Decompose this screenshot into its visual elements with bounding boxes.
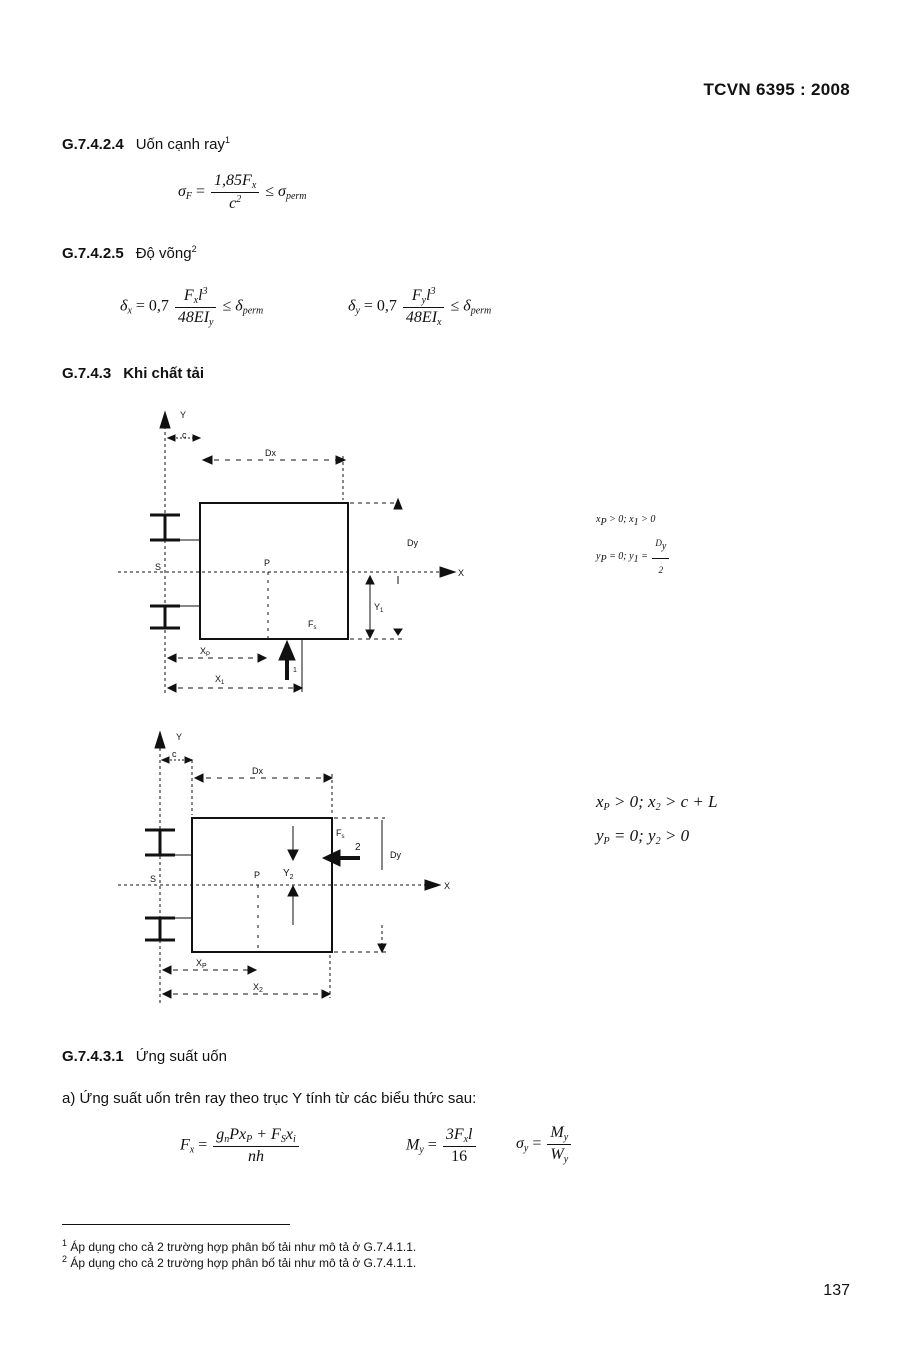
formula-lhs: δ bbox=[348, 297, 356, 315]
fraction-denominator: 48EI bbox=[177, 309, 210, 326]
diagram1-y1-label: $Y_1$ bbox=[374, 602, 384, 614]
footnote-1: $^1$ Áp dụng cho cả 2 trường hợp phân bố tải như mô tả ở G.7.4.1.1. bbox=[62, 1238, 417, 1254]
formula-fraction: $\frac{3F_xl}{16}$ bbox=[443, 1126, 476, 1166]
diagram1-y-label: Y bbox=[180, 410, 187, 420]
diagram1-dx-label: Dx bbox=[265, 448, 276, 458]
formula-coefficient: = 0,7 bbox=[135, 297, 169, 315]
formula-rhs-sub: perm bbox=[242, 305, 264, 317]
footnote-2: $^2$ Áp dụng cho cả 2 trường hợp phân bố tải như mô tả ở G.7.4.1.1. bbox=[62, 1254, 417, 1270]
numerator-sub: y bbox=[421, 295, 427, 306]
numerator-sub: x bbox=[251, 180, 257, 191]
formula-lhs-sub: y bbox=[355, 305, 360, 317]
formula-coefficient: = 0,7 bbox=[363, 297, 397, 315]
diagram2-s-label: S bbox=[150, 874, 157, 884]
diagram2-arrow-number: 2 bbox=[355, 842, 361, 853]
numerator-sup: 3 bbox=[202, 286, 208, 297]
section-number: G.7.4.3 bbox=[62, 365, 112, 382]
fraction-denominator: c bbox=[229, 195, 237, 212]
section-title: Uốn cạnh ray bbox=[135, 136, 225, 153]
formula-sigma-f: $\sigma_F$ = $\frac{1,85F_x}{c^2}$ ≤ $\sigma_{perm}$ bbox=[178, 172, 307, 212]
formula-lhs-sub: F bbox=[185, 191, 192, 203]
fraction-numerator: F bbox=[183, 287, 194, 304]
footnote-ref: 1 bbox=[224, 135, 230, 145]
paragraph-a: a) Ứng suất uốn trên ray theo trục Y tính từ các biểu thức sau: bbox=[62, 1090, 477, 1107]
section-heading-g74431 bbox=[62, 1048, 227, 1065]
diagram2-dx-label: Dx bbox=[252, 766, 263, 776]
numerator-tail: l bbox=[198, 287, 203, 304]
numerator-tail: l bbox=[426, 287, 431, 304]
diagram2-c-label: c bbox=[172, 749, 177, 759]
numerator-sup: 3 bbox=[430, 286, 436, 297]
diagram2-conditions bbox=[596, 788, 718, 856]
fraction-numerator: 1,85F bbox=[214, 172, 252, 189]
fraction-denominator: 48EI bbox=[405, 309, 438, 326]
formula-rhs: ≤ δ bbox=[222, 297, 243, 315]
standard-header: TCVN 6395 : 2008 bbox=[703, 80, 850, 99]
diagram1-c-label: c bbox=[182, 430, 187, 440]
section-number: G.7.4.3.1 bbox=[62, 1048, 124, 1065]
formula-lhs: σ bbox=[178, 183, 186, 201]
section-title: Độ võng bbox=[135, 245, 192, 262]
formula-fraction: $\frac{M_y}{W_y}$ bbox=[547, 1124, 571, 1165]
diagram2-y-label: Y bbox=[176, 732, 183, 742]
diagram2-xp-label: $X_P$ bbox=[196, 958, 207, 970]
condition-line-1: xP > 0; x1 > 0 bbox=[596, 514, 656, 528]
formula-sigma-y: $\sigma_y$ = $\frac{M_y}{W_y}$ bbox=[516, 1124, 573, 1165]
footnote-ref: 2 bbox=[191, 244, 197, 254]
formula-lhs-sub: x bbox=[127, 305, 132, 317]
footnote-separator bbox=[62, 1224, 290, 1225]
diagram2-fs-label: $F_s$ bbox=[336, 828, 345, 840]
condition-line-2: $y_P = 0$; $y_2 > 0$ bbox=[596, 826, 690, 847]
condition-line-1: $x_P > 0$; $x_2 > c + L$ bbox=[596, 792, 718, 813]
formula-my: $M_y$ = $\frac{3F_xl}{16}$ bbox=[406, 1126, 478, 1166]
section-title: Ứng suất uốn bbox=[135, 1048, 227, 1065]
diagram1-x1-label: $X_1$ bbox=[215, 674, 225, 686]
diagram1-xp-label: $X_P$ bbox=[200, 646, 211, 658]
formula-rhs: ≤ δ bbox=[450, 297, 471, 315]
diagram2-x2-label: $X_2$ bbox=[253, 982, 263, 994]
diagram2-y2-label: $Y_2$ bbox=[283, 868, 294, 881]
diagram1-dy-label: Dy bbox=[407, 538, 418, 548]
denominator-sup: 2 bbox=[236, 194, 242, 205]
formula-rhs-sub: perm bbox=[470, 305, 492, 317]
formula-lhs: δ bbox=[120, 297, 128, 315]
fraction-numerator: F bbox=[411, 287, 422, 304]
diagram1-arrow-number: 1 bbox=[293, 667, 297, 674]
formula-rhs: ≤ σ bbox=[265, 183, 286, 201]
condition-line-2: yP = 0; y1 = $\frac{Dy}{2}$ bbox=[596, 533, 671, 580]
page-number: 137 bbox=[823, 1282, 850, 1299]
denominator-sub: y bbox=[209, 317, 214, 328]
section-number: G.7.4.2.5 bbox=[62, 245, 124, 262]
diagram1-x-label: X bbox=[458, 568, 465, 578]
diagram1-p-label: P bbox=[264, 558, 271, 568]
section-number: G.7.4.2.4 bbox=[62, 136, 124, 153]
formula-rhs-sub: perm bbox=[285, 191, 307, 203]
diagram1-s-label: S bbox=[155, 562, 162, 572]
diagram2-x-label: X bbox=[444, 881, 451, 891]
numerator-sub: x bbox=[193, 295, 199, 306]
diagram1-fs-label: $F_s$ bbox=[308, 619, 317, 631]
section-title: Khi chất tải bbox=[123, 365, 205, 382]
diagram2-p-label: P bbox=[254, 870, 261, 880]
diagram2-dy-label: Dy bbox=[390, 850, 401, 860]
formula-fraction: $\frac{g_nPx_P + F_Sx_i}{nh}$ bbox=[213, 1126, 298, 1166]
formula-fx: $F_x$ = $\frac{g_nPx_P + F_Sx_i}{nh}$ bbox=[180, 1126, 301, 1166]
denominator-sub: x bbox=[437, 317, 442, 328]
